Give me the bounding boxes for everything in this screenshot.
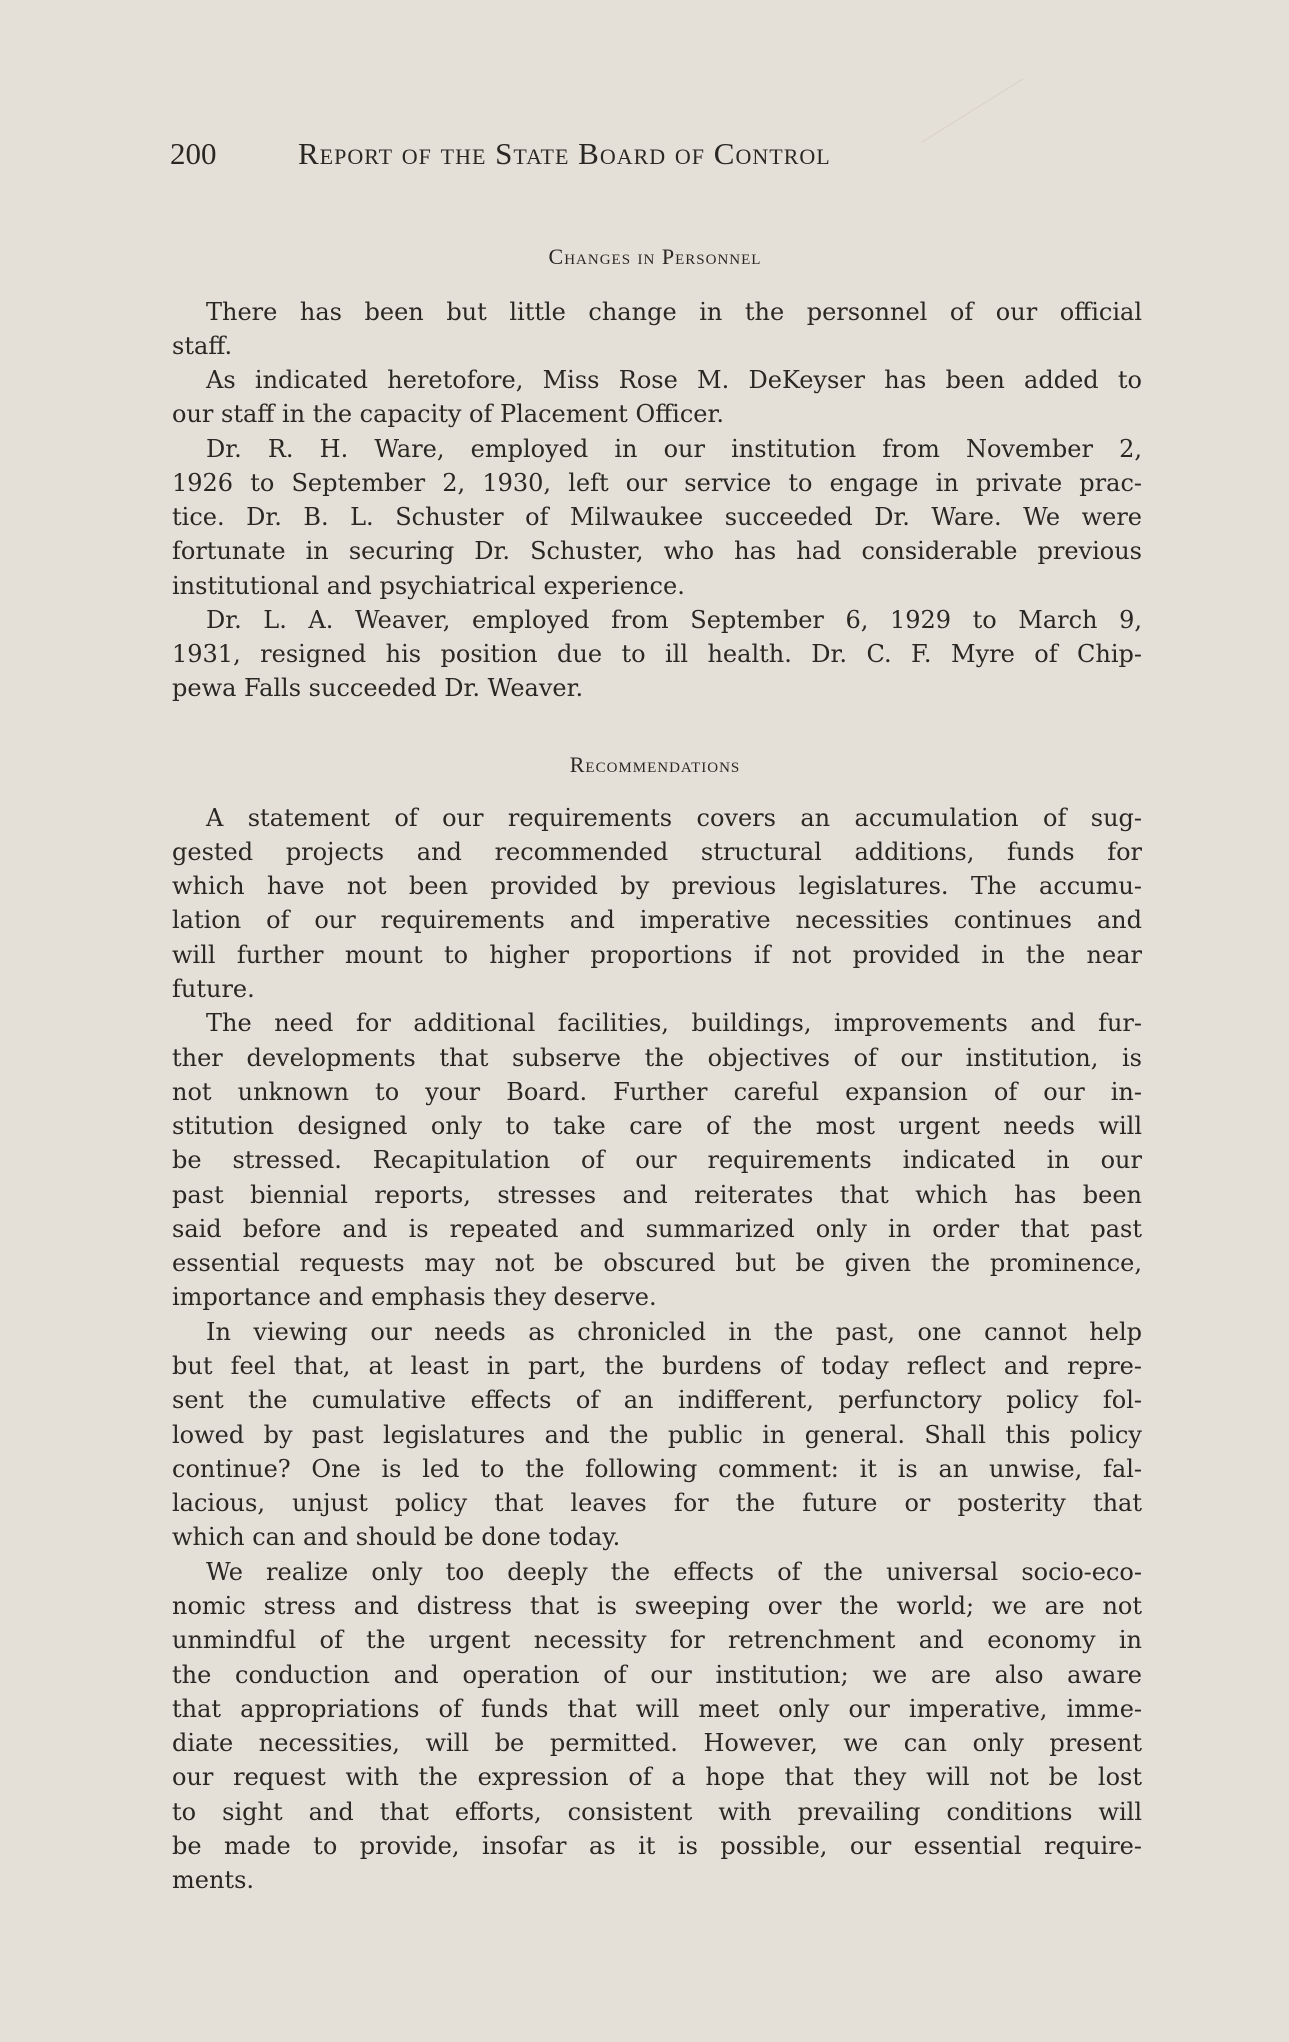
text-line: sent the cumulative effects of an indifferent, perfunctory policy fol- (172, 1386, 1142, 1414)
text-line: gested projects and recommended structural additions, funds for (172, 838, 1142, 866)
text-line: lowed by past legislatures and the public in general. Shall this policy (172, 1421, 1142, 1449)
text-line: The need for additional facilities, buildings, improvements and fur- (206, 1009, 1142, 1037)
text-line: lacious, unjust policy that leaves for the future or posterity that (172, 1489, 1142, 1517)
text-line: There has been but little change in the personnel of our official (206, 298, 1142, 326)
text-line: which can and should be done today. (172, 1523, 621, 1551)
text-line: continue? One is led to the following comment: it is an unwise, fal- (172, 1455, 1142, 1483)
text-line: institutional and psychiatrical experience. (172, 572, 685, 600)
text-line: ments. (172, 1866, 255, 1894)
text-line: be stressed. Recapitulation of our requirements indicated in our (172, 1146, 1142, 1174)
text-line: said before and is repeated and summarized only in order that past (172, 1215, 1142, 1243)
text-line: to sight and that efforts, consistent with prevailing conditions will (172, 1798, 1142, 1826)
text-line: fortunate in securing Dr. Schuster, who has had considerable previous (172, 537, 1142, 565)
text-line: staff. (172, 332, 233, 360)
text-line: not unknown to your Board. Further careful expansion of our in- (172, 1078, 1142, 1106)
text-line: our request with the expression of a hope that they will not be lost (172, 1763, 1142, 1791)
running-title: Report of the State Board of Control (298, 136, 831, 171)
text-line: tice. Dr. B. L. Schuster of Milwaukee succeeded Dr. Ware. We were (172, 503, 1142, 531)
text-line: lation of our requirements and imperative necessities continues and (172, 906, 1142, 934)
text-line: the conduction and operation of our institution; we are also aware (172, 1661, 1142, 1689)
text-line: pewa Falls succeeded Dr. Weaver. (172, 674, 584, 702)
text-line: diate necessities, will be permitted. However, we can only present (172, 1729, 1142, 1757)
page-header (170, 136, 1070, 176)
section-heading-recommendations: Recommendations (569, 752, 741, 777)
page-number: 200 (170, 136, 217, 171)
text-line: which have not been provided by previous legislatures. The accumu- (172, 872, 1142, 900)
text-line: that appropriations of funds that will meet only our imperative, imme- (172, 1695, 1142, 1723)
text-line: A statement of our requirements covers an accumulation of sug- (206, 804, 1142, 832)
text-line: essential requests may not be obscured but be given the prominence, (172, 1249, 1142, 1277)
text-line: As indicated heretofore, Miss Rose M. DeKeyser has been added to (206, 366, 1142, 394)
text-line: will further mount to higher proportions if not provided in the near (172, 941, 1142, 969)
text-line: past biennial reports, stresses and reiterates that which has been (172, 1181, 1142, 1209)
text-line: future. (172, 975, 255, 1003)
text-line: 1926 to September 2, 1930, left our service to engage in private prac- (172, 469, 1142, 497)
text-line: ther developments that subserve the objectives of our institution, is (172, 1044, 1142, 1072)
text-line: nomic stress and distress that is sweeping over the world; we are not (172, 1592, 1142, 1620)
text-line: 1931, resigned his position due to ill health. Dr. C. F. Myre of Chip- (172, 640, 1142, 668)
text-line: In viewing our needs as chronicled in the past, one cannot help (206, 1318, 1142, 1346)
text-line: Dr. R. H. Ware, employed in our institution from November 2, (206, 435, 1142, 463)
section-heading-personnel: Changes in Personnel (548, 244, 762, 269)
text-line: stitution designed only to take care of the most urgent needs will (172, 1112, 1142, 1140)
text-line: be made to provide, insofar as it is possible, our essential require- (172, 1832, 1142, 1860)
text-line: importance and emphasis they deserve. (172, 1283, 657, 1311)
text-line: our staff in the capacity of Placement Officer. (172, 400, 724, 428)
text-line: We realize only too deeply the effects of the universal socio-eco- (206, 1558, 1142, 1586)
text-line: unmindful of the urgent necessity for retrenchment and economy in (172, 1626, 1142, 1654)
text-line: but feel that, at least in part, the burdens of today reflect and repre- (172, 1352, 1142, 1380)
text-line: Dr. L. A. Weaver, employed from September 6, 1929 to March 9, (206, 606, 1142, 634)
